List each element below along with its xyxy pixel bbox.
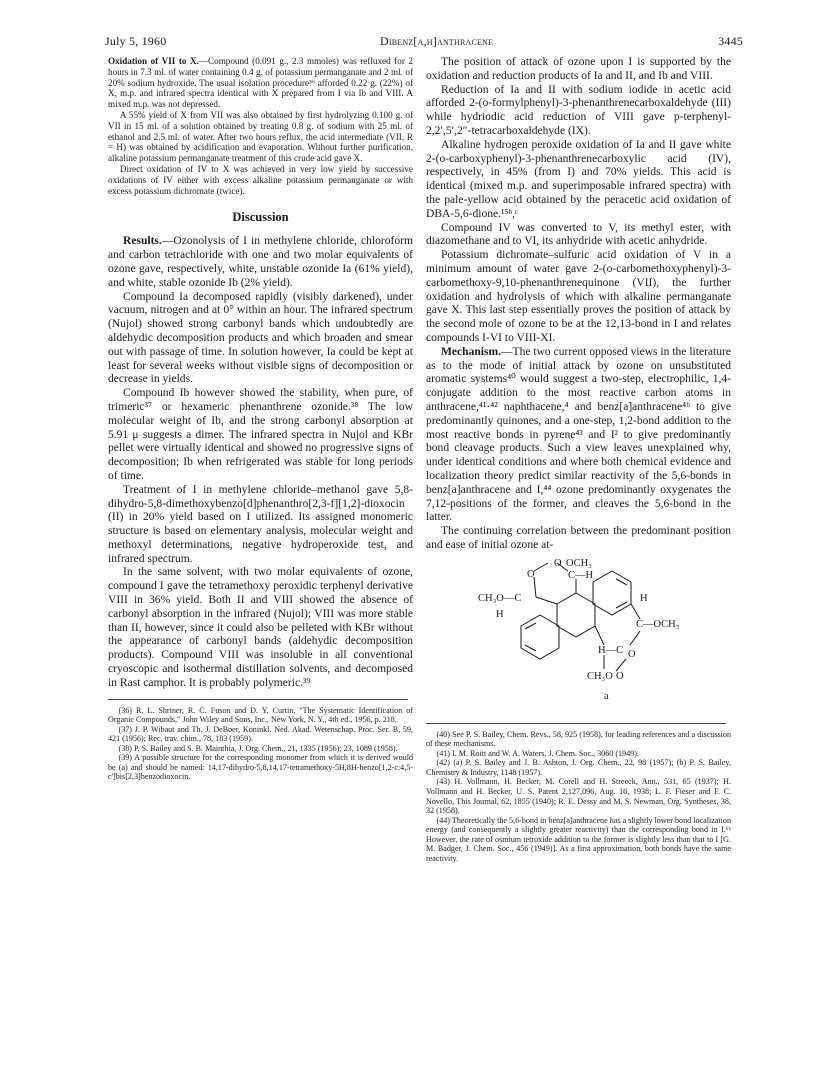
footnote-rule	[108, 699, 408, 700]
bond	[536, 597, 557, 604]
figure-caption: a	[604, 690, 609, 702]
body-paragraph	[426, 346, 731, 525]
atom-label: H—C	[598, 644, 624, 656]
experimental-paragraph	[108, 56, 413, 110]
body-paragraph: Compound Ia decomposed rapidly (visibly darkened), under vacuum, nitrogen and at 0° within an hour. The infrared spectrum (Nujol) showed strong carbonyl bands which undoubtedly are aldehydic decomposition products and which broaden and smear out with passage of time. In solution however, Ia could be kept at least for several weeks without visible signs of decomposition or decrease in yields.	[108, 290, 413, 386]
footnote: (38) P. S. Bailey and S. B. Mainthia, J. Org. Chem., 21, 1335 (1956); 23, 1089 (1958).	[118, 743, 398, 753]
body-paragraph: Treatment of I in methylene chloride–methanol gave 5,8-dihydro-5,8-dimethoxybenzo[d]phenanthro[2,3-f][1,2]-dioxocin (II) in 20% yield based on I utilized. Its assigned monomeric structure is based on elementary analysis, molecular weight and methoxyl determinations, negative hydroperoxide test, and infrared spectrum.	[108, 483, 413, 565]
bond	[595, 626, 604, 645]
ring-double-bond	[525, 623, 536, 629]
body-paragraph: Potassium dichromate–sulfuric acid oxidation of V in a minimum amount of water gave 2-(o-carbomethoxyphenyl)-3-carbomethoxy-9,10-phenanthrenequinone (VII), the further oxidation and hydrolysis of which with alkaline permanganate gave X. This last step essentially proves the position of attack by the second mole of ozone to be at the 12,13-bond in I and relates compounds I-VI to VIII-XI.	[426, 249, 731, 344]
bond	[534, 563, 548, 571]
paragraph-text: —The two current opposed views in the literature as to the mode of initial attack by ozone on unsubstituted aromatic systems⁴⁰ would suggest a two-step, electrophilic, 1,4-conjugate addition to the most reactive carbon atoms in anthracene,⁴¹·⁴² naphthacene,⁴ and benz[a]anthracene⁴ᵇ to give predominantly quinones, and a one-step, 1,2-bond addition to the most reactive bonds in pyrene⁴³ and I² to give predominantly bond cleavage products. Such a view leaves unexplained why, under identical conditions and where both chemical evidence and localization theory predict similar reactivity of the 5,6-bonds in benz[a]anthracene and I,⁴⁴ ozone predominantly oxygenates the 7,12-positions of the former, and cleaves the 5,6-bond in the latter.	[426, 345, 731, 524]
body-paragraph: In the same solvent, with two molar equivalents of ozone, compound I gave the tetramethoxy peroxidic terphenyl derivative VIII in 36% yield. Both II and VIII showed the absence of carbonyl absorption in the infrared (Nujol); VIII was more stable than II, however, since it could also be pelleted with KBr without the appearance of carbonyl bands (aldehydic decomposition products). Compound VIII was insoluble in all conventional cryoscopic and isothermal distillation solvents, and decomposed in Rast camphor. It is probably polymeric.³⁹	[108, 566, 413, 689]
structure-labels	[478, 558, 680, 702]
upper-ring	[593, 571, 631, 615]
chemical-structure-diagram	[426, 553, 731, 715]
footnote: (43) H. Vollmann, H. Becker, M. Corell and H. Streeck, Ann., 531, 65 (1937); H. Vollmann and H. Becker, U. S. Patent 2,127,096, Aug. 16, 1938; L. F. Fieser and F. C. Novello, This Journal, 62, 1855 (1940); R. E. Dessy and M. S. Newman, Org. Syntheses, 38, 32 (1958).	[426, 777, 731, 816]
bond	[631, 604, 640, 619]
body-paragraph: Reduction of Ia and II with sodium iodide in acetic acid afforded 2-(o-formylphenyl)-3-phenanthrenecarboxaldehyde (III) while hydriodic acid reduction of VIII gave p-terphenyl-2,2′,5′,2″-tetracarboxaldehyde (IX).	[426, 83, 731, 137]
experimental-paragraph: Direct oxidation of IV to X was achieved in very low yield by successive oxidations of IV either with excess alkaline potassium permanganate or with excess potassium dichromate (twice).	[108, 163, 413, 196]
central-ring	[557, 593, 595, 637]
atom-label: C—OCH₃	[636, 618, 680, 630]
atom-label: C—H	[568, 569, 594, 581]
footnote: (44) Theoretically the 5,6-bond in benz[a]anthracene has a slightly lower bond localization energy (and consequently a slightly greater reactivity) than the corresponding bond in I.⁶ᵇ However, the rate of osmium tetroxide addition to the former is slightly less than that to I [G. M. Badger, J. Chem. Soc., 456 (1949)]. As a first approximation, both bonds have the same reactivity.	[426, 815, 731, 863]
right-column	[426, 56, 731, 863]
body-paragraph: Compound Ib however showed the stability, when pure, of trimeric³⁷ or hexameric phenanthrene ozonide.³⁸ The low molecular weight of Ib, and the strong carbonyl absorption at 5.91 μ suggests a dimer. The infrared spectra in Nujol and KBr pellet were virtually identical and showed no progressive signs of decomposition; Ib when refrigerated was stable for long periods of time.	[108, 387, 413, 482]
left-column	[108, 56, 413, 782]
atom-label: O	[527, 568, 535, 580]
body-paragraph: The continuing correlation between the predominant position and ease of initial ozone at-	[426, 525, 731, 551]
footnote-rule	[426, 723, 726, 724]
lower-ring	[521, 615, 559, 659]
bond	[534, 577, 536, 597]
atom-label: CH₃O	[587, 670, 613, 682]
experimental-paragraph: A 55% yield of X from VII was also obtained by first hydrolyzing 0.100 g. of VII in 15 ml. of a solution obtained by treating 0.8 g. of sodium with 25 ml. of ethanol and 2.5 ml. of water. After two hours reflux, the acid intermediate (VII, R = H) was obtained by acidification and evaporation. Without further purification, alkaline potassium permanganate treatment of this crude acid gave X.	[108, 109, 413, 164]
footnote: (39) A possible structure for the corresponding monomer from which it is derived would be (a) and should be named: 14,17-dihydro-5,8,14,17-tetramethoxy-5H,8H-benzo[1,2-c:4,5-c']bis[2,3]benzodioxocin.	[108, 753, 413, 782]
ring-double-bond	[616, 579, 627, 585]
ring-double-bond	[525, 645, 536, 651]
page-number: 3445	[718, 34, 743, 48]
header-date: July 5, 1960	[105, 34, 167, 48]
bond	[616, 659, 626, 671]
atom-label: H	[496, 608, 504, 620]
section-heading: Discussion	[232, 210, 289, 225]
running-title: Dibenz[a,h]anthracene	[380, 34, 494, 48]
body-paragraph	[108, 235, 413, 290]
body-paragraph: The position of attack of ozone upon I is supported by the oxidation and reduction products of Ia and II, and Ib and VIII.	[426, 56, 731, 82]
run-in-heading: Mechanism.	[441, 345, 501, 358]
run-in-heading: Results.	[123, 235, 162, 248]
paragraph-text: —Ozonolysis of I in methylene chloride, chloroform and carbon tetrachloride with one and two molar equivalents of ozone gave, respectively, white, unstable ozonide Ia (61% yield), and white, stable ozonide Ib (2% yield).	[108, 235, 413, 289]
body-paragraph: Alkaline hydrogen peroxide oxidation of Ia and II gave white 2-(o-carboxyphenyl)-3-phenanthrenecarboxylic acid (IV), respectively, in 45% (from I) and 70% yields. This acid is identical (mixed m.p. and superimposable infrared spectra) with the pale-yellow acid obtained by the peracetic acid oxidation of DBA-5,6-dione.¹⁵ᵇ,ᶜ	[426, 138, 731, 220]
atom-label: O	[628, 648, 636, 660]
footnote: (37) J. P. Wibaut and Th. J. DeBoer, Koninkl. Ned. Akad. Wetenschap. Proc. Ser. B, 59, 421 (1956); Rec. trav. chim., 78, 183 (1959).	[108, 724, 413, 744]
atom-label: CH₃O—C	[478, 592, 522, 604]
atom-label: O	[616, 670, 624, 682]
footnote: (41) I. M. Roitt and W. A. Waters, J. Chem. Soc., 3060 (1949).	[436, 748, 639, 758]
bond	[630, 631, 640, 645]
run-in-heading: Oxidation of VII to X.	[108, 56, 199, 66]
paragraph-text: —Compound (0.091 g., 2.3 mmoles) was refluxed for 2 hours in 7.3 ml. of water containing 0.4 g. of potassium permanganate and 2 ml. of 20% sodium hydroxide. The usual isolation procedure³⁶ afforded 0.22 g. (22%) of X, m.p. and infrared spectra identical with X prepared from I via Ib and VIII. A mixed m.p. was not depressed.	[108, 56, 413, 110]
atom-label: OCH₃	[566, 557, 592, 569]
structure-figure	[426, 553, 731, 715]
footnote: (36) R. L. Shriner, R. C. Fuson and D. Y. Curtin, "The Systematic Identification of Organic Compounds," John Wiley and Sons, Inc., New York, N. Y., 4th ed., 1956, p. 218.	[108, 705, 413, 725]
atom-label: H	[640, 592, 648, 604]
body-paragraph: Compound IV was converted to V, its methyl ester, with diazomethane and to VI, its anhydride with acetic anhydride.	[426, 221, 731, 248]
atom-label: O	[554, 557, 562, 569]
footnote: (40) See P. S. Bailey, Chem. Revs., 58, 925 (1958), for leading references and a discussion of these mechanisms.	[426, 729, 731, 749]
footnote: (42) (a) P. S. Bailey and J. B. Ashton, J. Org. Chem., 22, 98 (1957); (b) P. S. Bailey, Chemistry & Industry, 1148 (1957).	[426, 758, 731, 777]
